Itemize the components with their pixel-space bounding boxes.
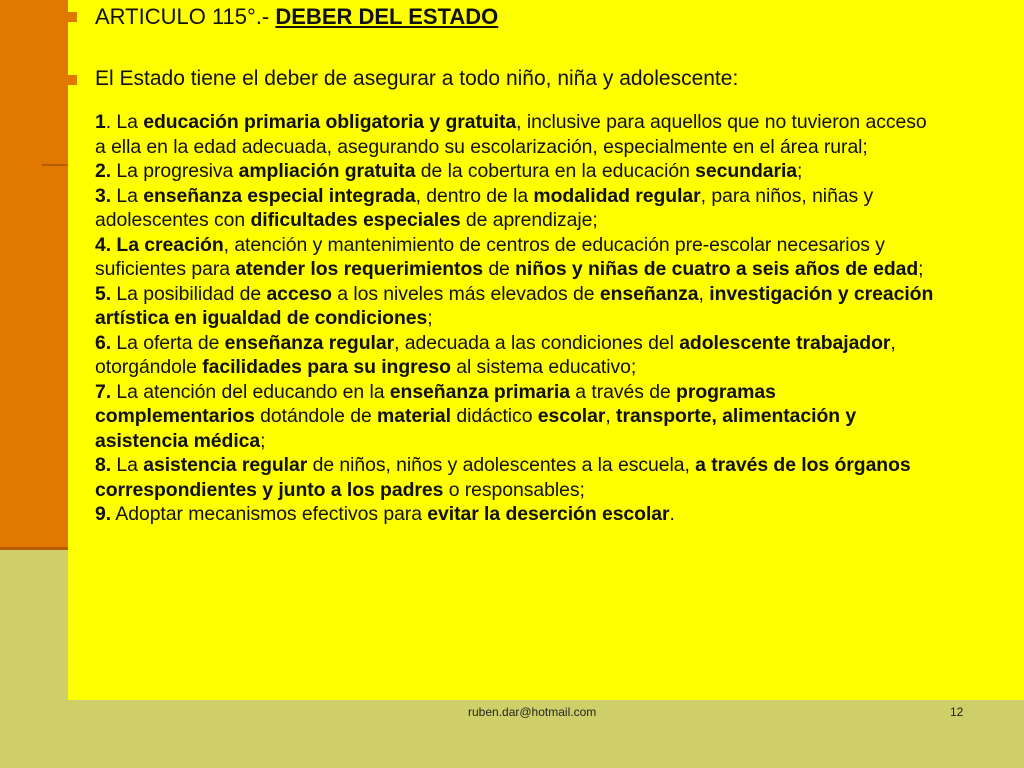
item-9-number: 9. bbox=[95, 503, 112, 525]
footer-email: ruben.dar@hotmail.com bbox=[468, 705, 597, 719]
item-7-number: 7. bbox=[95, 380, 112, 403]
item-7-bold-3: material bbox=[377, 405, 452, 427]
intro-text: El Estado tiene el deber de asegurar a todo niño, niña y adolescente: bbox=[95, 67, 739, 90]
item-1-separator: . La bbox=[105, 111, 144, 133]
item-4-bold-2: niños y niñas de cuatro a seis años de edad bbox=[515, 258, 919, 280]
item-4-number: 4. La creación bbox=[95, 233, 224, 256]
item-7-bold-4: escolar bbox=[537, 405, 606, 427]
item-3-bold-2: modalidad regular bbox=[533, 184, 701, 207]
item-6-text-2: , adecuada a las condiciones del bbox=[394, 331, 680, 354]
item-7-bold-2: programas complementarios bbox=[95, 380, 776, 427]
item-7-bold-1: enseñanza primaria bbox=[389, 380, 570, 403]
item-8-bold-1: asistencia regular bbox=[143, 454, 308, 476]
item-7-bold-5: transporte, alimentación y asistencia médica bbox=[95, 405, 857, 452]
article-body bbox=[95, 110, 940, 527]
item-7-text-6: ; bbox=[260, 429, 266, 452]
list-item bbox=[95, 282, 940, 331]
item-2-bold-1: ampliación gratuita bbox=[238, 160, 416, 182]
item-8-bold-2: a través de los órganos correspondientes y junto a los padres bbox=[95, 454, 911, 501]
title-row bbox=[95, 4, 945, 30]
item-3-text-1: La bbox=[111, 184, 144, 207]
item-8-text-3: o responsables; bbox=[443, 478, 585, 501]
list-item bbox=[95, 453, 940, 502]
list-item bbox=[95, 331, 940, 380]
item-5-number: 5. bbox=[95, 282, 112, 305]
item-4-text-2: de bbox=[482, 258, 516, 280]
item-2-bold-2: secundaria bbox=[695, 160, 798, 182]
item-5-text-2: a los niveles más elevados de bbox=[331, 282, 600, 305]
item-5-text-4: ; bbox=[427, 307, 433, 329]
slide-number: 12 bbox=[950, 705, 964, 719]
list-item bbox=[95, 159, 940, 184]
bullet-square-icon bbox=[67, 12, 77, 22]
item-4-bold-1: atender los requerimientos bbox=[235, 258, 483, 280]
list-item bbox=[95, 110, 940, 159]
item-6-bold-1: enseñanza regular bbox=[224, 331, 395, 354]
item-9-bold-1: evitar la deserción escolar bbox=[427, 503, 670, 525]
item-5-text-1: La posibilidad de bbox=[111, 282, 267, 305]
item-2-text-3: ; bbox=[797, 160, 803, 182]
item-9-text-2: . bbox=[669, 503, 675, 525]
item-5-bold-3: investigación y creación artística en igualdad de condiciones bbox=[95, 282, 934, 329]
item-7-text-3: dotándole de bbox=[254, 405, 378, 427]
item-7-text-2: a través de bbox=[569, 380, 677, 403]
item-9-text-1: Adoptar mecanismos efectivos para bbox=[111, 503, 428, 525]
list-item bbox=[95, 380, 940, 454]
item-8-number: 8. bbox=[95, 454, 112, 476]
item-2-text-1: La progresiva bbox=[111, 160, 239, 182]
item-6-text-3: , otorgándole bbox=[95, 331, 896, 378]
item-3-bold-3: dificultades especiales bbox=[250, 209, 461, 231]
item-5-text-3: , bbox=[698, 282, 710, 305]
item-7-text-5: , bbox=[605, 405, 617, 427]
item-8-text-1: La bbox=[111, 454, 144, 476]
left-bottom-line bbox=[0, 547, 68, 550]
item-3-text-2: , dentro de la bbox=[415, 184, 534, 207]
item-6-bold-2: adolescente trabajador bbox=[679, 331, 891, 354]
item-1-bold: educación primaria obligatoria y gratuita bbox=[143, 111, 517, 133]
title-prefix: ARTICULO 115°.- bbox=[95, 4, 276, 29]
item-7-text-4: didáctico bbox=[451, 405, 538, 427]
item-3-text-3: , para niños, niñas y adolescentes con bbox=[95, 184, 874, 231]
left-accent-line bbox=[42, 164, 68, 166]
item-6-bold-3: facilidades para su ingreso bbox=[202, 356, 451, 378]
bullet-square-icon bbox=[67, 75, 77, 85]
item-1-text: , inclusive para aquellos que no tuvieron acceso a ella en la edad adecuada, asegurando su escolarización, especialmente en el área rural; bbox=[95, 111, 927, 158]
left-accent-band bbox=[0, 0, 68, 548]
item-6-number: 6. bbox=[95, 331, 112, 354]
item-6-text-1: La oferta de bbox=[111, 331, 225, 354]
title-emphasis: DEBER DEL ESTADO bbox=[275, 4, 499, 29]
item-2-text-2: de la cobertura en la educación bbox=[415, 160, 696, 182]
item-4-text-1: , atención y mantenimiento de centros de educación pre-escolar necesarios y suficientes para bbox=[95, 233, 885, 280]
item-4-text-3: ; bbox=[918, 258, 924, 280]
item-1-number: 1 bbox=[95, 111, 106, 133]
item-3-number: 3. bbox=[95, 184, 112, 207]
list-item bbox=[95, 184, 940, 233]
list-item bbox=[95, 233, 940, 282]
item-5-bold-2: enseñanza bbox=[599, 282, 699, 305]
intro-row bbox=[95, 67, 945, 90]
item-3-text-4: de aprendizaje; bbox=[460, 209, 598, 231]
item-8-text-2: de niños, niños y adolescentes a la escuela, bbox=[307, 454, 696, 476]
list-item bbox=[95, 502, 940, 527]
item-6-text-4: al sistema educativo; bbox=[450, 356, 637, 378]
item-7-text-1: La atención del educando en la bbox=[111, 380, 390, 403]
item-5-bold-1: acceso bbox=[266, 282, 332, 305]
item-3-bold-1: enseñanza especial integrada bbox=[143, 184, 416, 207]
item-2-number: 2. bbox=[95, 160, 112, 182]
